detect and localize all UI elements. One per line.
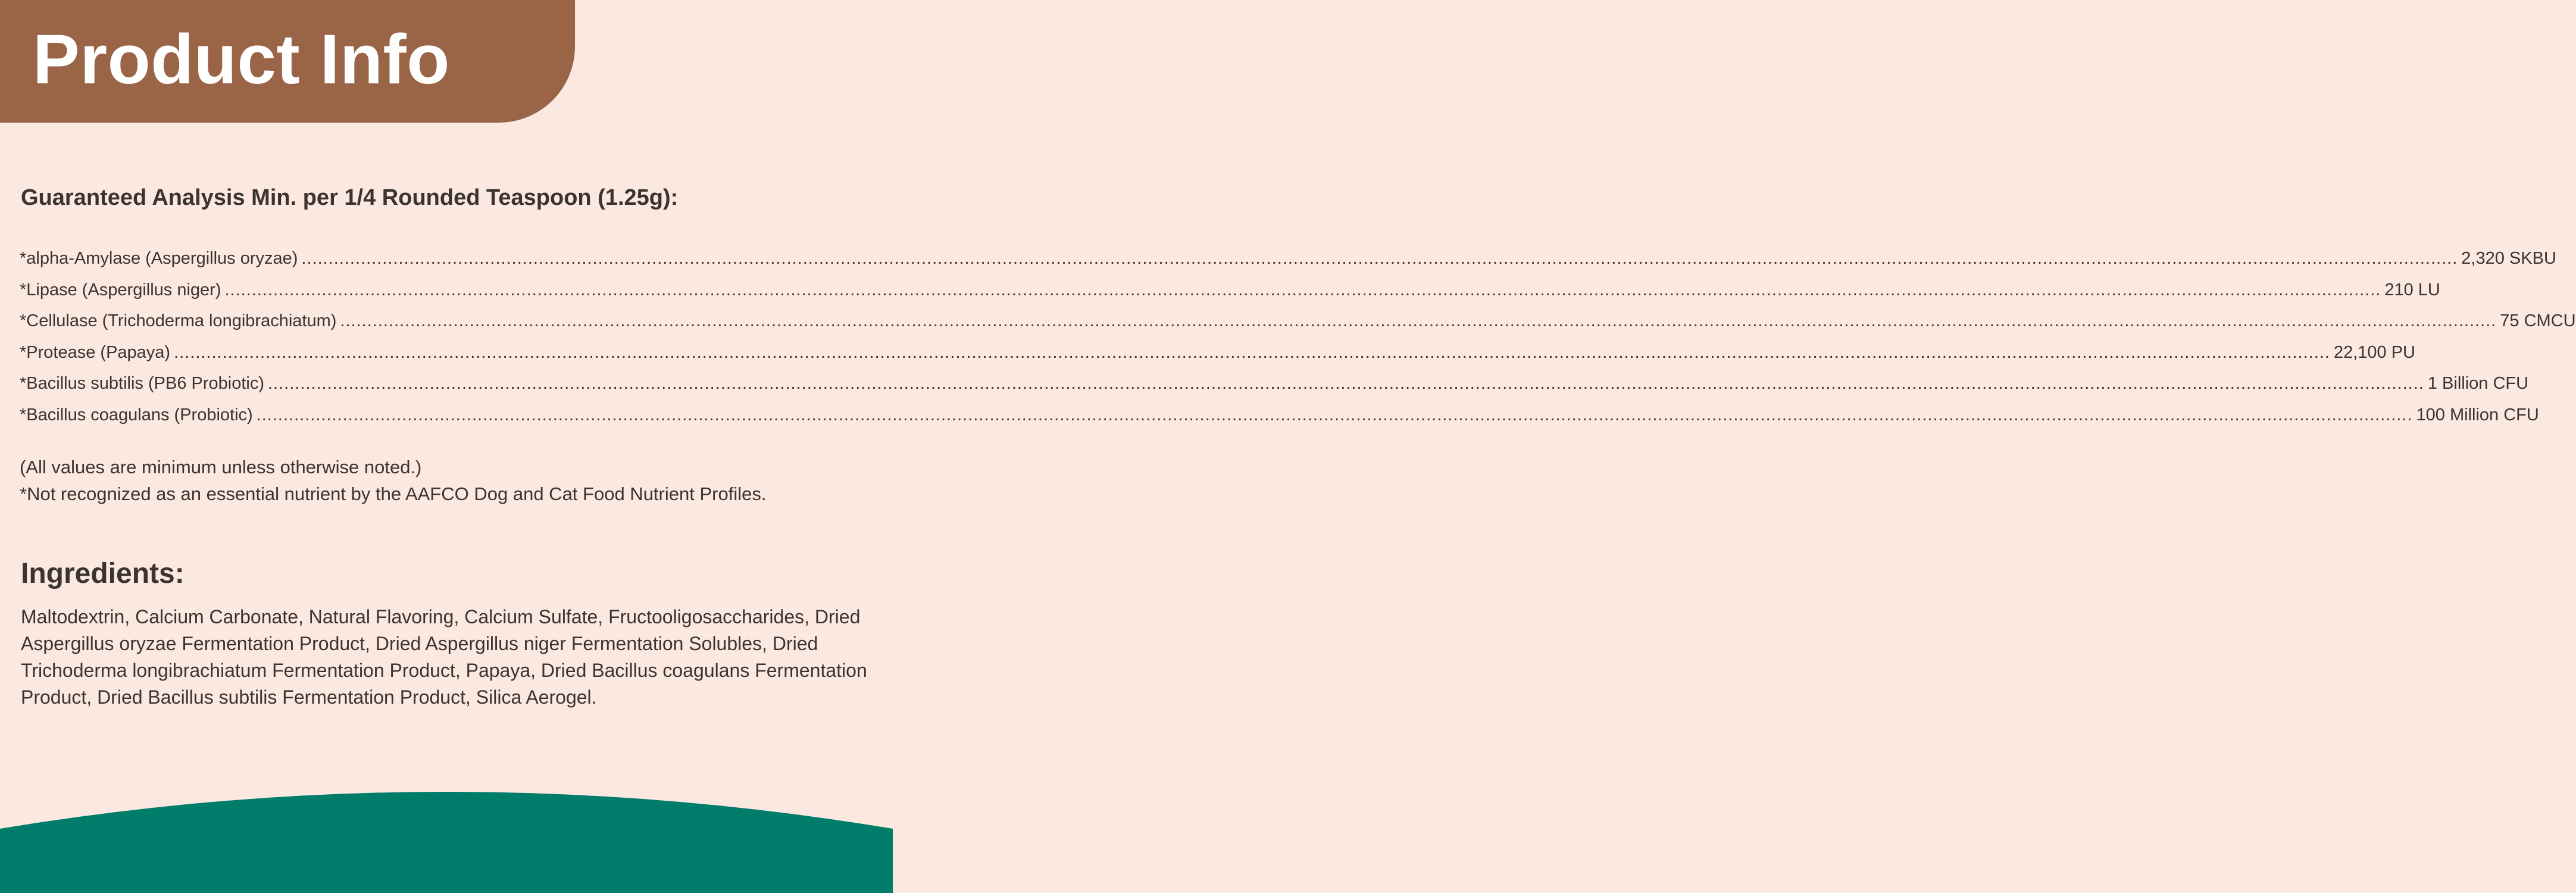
nutrient-name: *Lipase (Aspergillus niger) bbox=[20, 280, 221, 299]
nutrient-value: 210 LU bbox=[2384, 280, 2440, 299]
nutrient-row bbox=[20, 399, 2539, 431]
nutrient-row bbox=[20, 368, 2529, 399]
nutrient-value: 1 Billion CFU bbox=[2427, 374, 2529, 393]
dot-leader: ................................................................................................................................................................................................................................................................................................................................................................................................................ bbox=[174, 342, 2330, 362]
ingredients-text: Maltodextrin, Calcium Carbonate, Natural Flavoring, Calcium Sulfate, Fructooligosaccharides, Dried Aspergillus oryzae Fermentation Product, Dried Aspergillus niger Fermentation Solubles, Dried Trichoderma longibrachiatum Fermentation Product, Papaya, Dried Bacillus coagulans Fermentation Product, Dried Bacillus subtilis Fermentation Product, Silica Aerogel. bbox=[21, 606, 867, 708]
dot-leader: ................................................................................................................................................................................................................................................................................................................................................................................................................ bbox=[267, 374, 2424, 393]
dot-leader: ................................................................................................................................................................................................................................................................................................................................................................................................................ bbox=[340, 311, 2497, 330]
nutrient-name: *Cellulase (Trichoderma longibrachiatum) bbox=[20, 311, 337, 330]
dot-leader: ................................................................................................................................................................................................................................................................................................................................................................................................................ bbox=[301, 249, 2458, 268]
minimum-values-note: (All values are minimum unless otherwise noted.) bbox=[20, 457, 422, 477]
ingredients-heading: Ingredients: bbox=[21, 558, 185, 589]
nutrient-value: 100 Million CFU bbox=[2416, 405, 2539, 424]
header-tab bbox=[0, 0, 575, 123]
footer-wave-band bbox=[0, 792, 893, 893]
nutrient-list bbox=[20, 243, 2576, 430]
nutrient-value: 75 CMCU bbox=[2500, 311, 2576, 330]
analysis-notes bbox=[20, 454, 766, 507]
nutrient-value: 22,100 PU bbox=[2333, 342, 2415, 362]
nutrient-row bbox=[20, 243, 2556, 274]
page-title: Product Info bbox=[33, 20, 450, 99]
nutrient-row bbox=[20, 274, 2440, 306]
aafco-note: *Not recognized as an essential nutrient by the AAFCO Dog and Cat Food Nutrient Profiles. bbox=[20, 483, 767, 504]
guaranteed-analysis-heading: Guaranteed Analysis Min. per 1/4 Rounded Teaspoon (1.25g): bbox=[21, 185, 679, 210]
nutrient-value: 2,320 SKBU bbox=[2461, 249, 2556, 268]
nutrient-name: *Bacillus subtilis (PB6 Probiotic) bbox=[20, 374, 264, 393]
nutrient-name: *Protease (Papaya) bbox=[20, 342, 171, 362]
dot-leader: ................................................................................................................................................................................................................................................................................................................................................................................................................ bbox=[224, 280, 2381, 299]
nutrient-row bbox=[20, 337, 2415, 369]
nutrient-name: *Bacillus coagulans (Probiotic) bbox=[20, 405, 253, 424]
nutrient-row bbox=[20, 305, 2576, 337]
nutrient-name: *alpha-Amylase (Aspergillus oryzae) bbox=[20, 249, 298, 268]
dot-leader: ................................................................................................................................................................................................................................................................................................................................................................................................................ bbox=[256, 405, 2413, 424]
footer-wave-shape bbox=[0, 792, 893, 893]
